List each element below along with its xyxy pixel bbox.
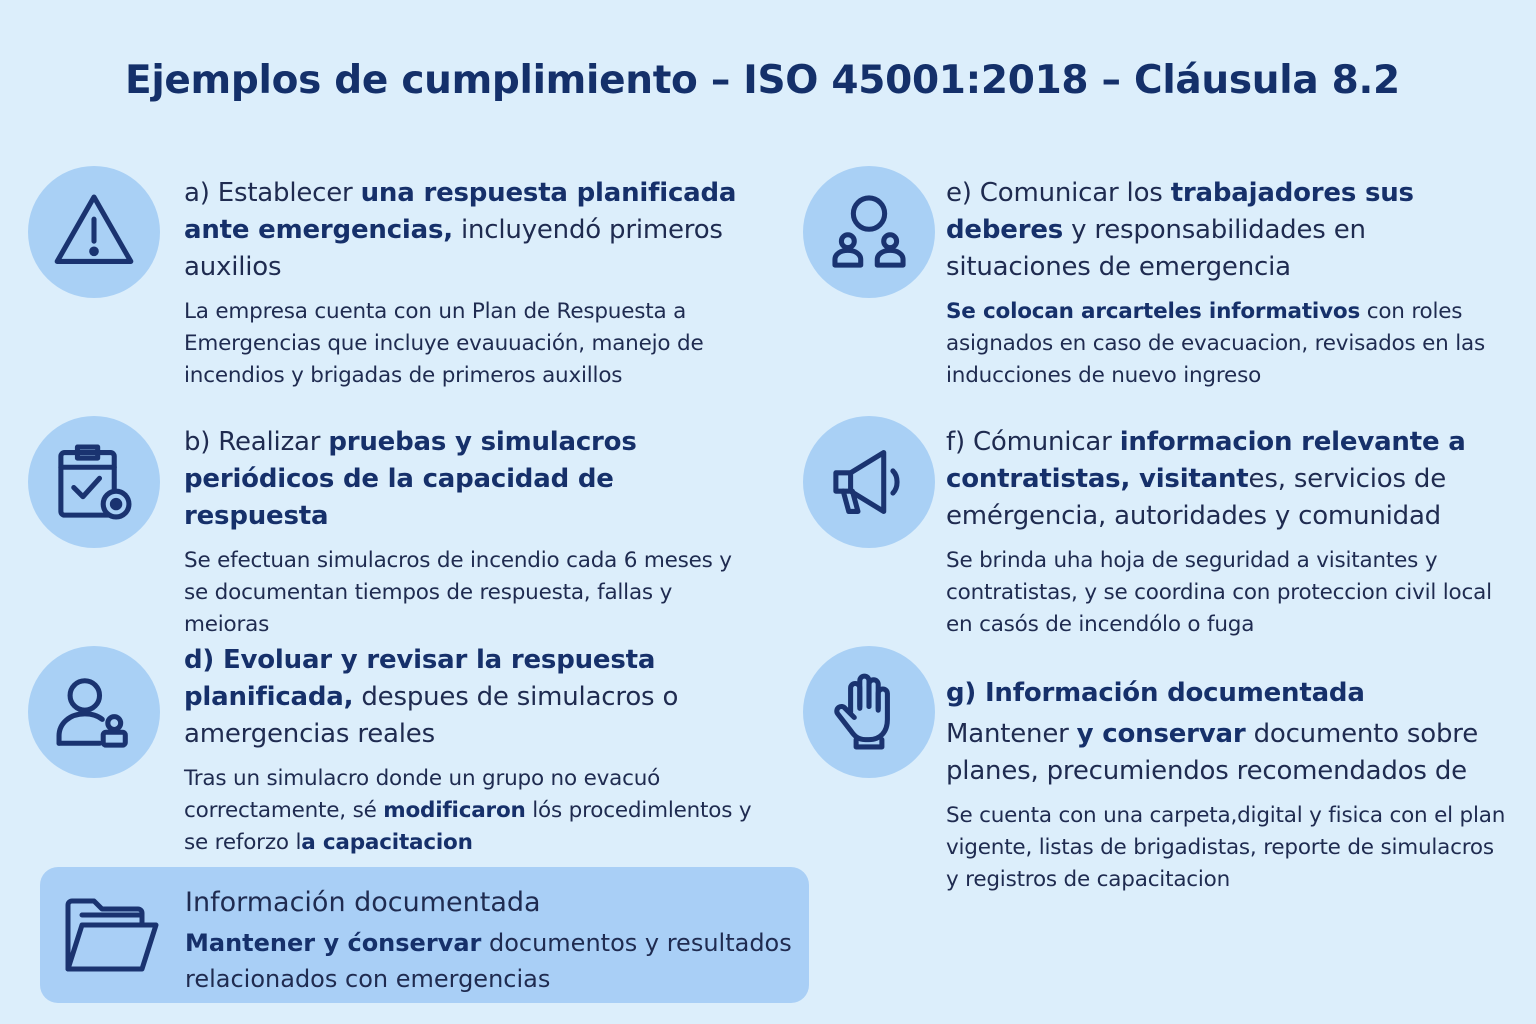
item-a-head-part3: incluyendó primeros auxilios — [184, 215, 723, 282]
item-b-heading — [184, 424, 754, 535]
megaphone-icon — [823, 436, 915, 528]
item-e-heading — [946, 175, 1506, 286]
item-d — [184, 642, 774, 859]
item-g-head-title: g) Información documentada — [946, 678, 1365, 708]
item-g-heading — [946, 675, 1506, 712]
warning-triangle-icon — [48, 186, 140, 278]
item-d-head-part2: despues de simulacros o amergencias reales — [184, 682, 679, 749]
item-a — [184, 175, 744, 392]
documented-info-box — [40, 867, 809, 1003]
item-a-head-part2: una respuesta planificada ante emergencias, — [184, 178, 737, 245]
item-a-head-part1: a) Establecer — [184, 178, 361, 208]
documented-info-text-part1: Mantener y ćonservar — [185, 929, 482, 957]
item-d-head-part1: d) Evoluar y revisar la respuesta planificada, — [184, 645, 656, 712]
item-g-description: Se cuenta con una carpeta,digital y fisica con el plan vigente, listas de brigadistas, reporte de simulacros y registros de capacitacion — [946, 803, 1506, 892]
item-d-desc-part1: Tras un simulacro donde un grupo no evacuó correctamente, sé — [184, 766, 661, 823]
item-g-sub-part1: Mantener — [946, 719, 1077, 749]
item-e-head-part2: trabajadores sus deberes — [946, 178, 1414, 245]
item-d-icon-circle — [28, 646, 160, 778]
documented-info-text — [185, 925, 795, 997]
page-title: Ejemplos de cumplimiento – ISO 45001:2018 – Cláusula 8.2 — [125, 58, 1400, 103]
item-d-desc-part4: a capacitacion — [301, 830, 473, 855]
item-a-description: La empresa cuenta con un Plan de Respuesta a Emergencias que incluye evauuación, manejo de incendios y brigadas de primeros auxillos — [184, 299, 704, 388]
item-f-heading — [946, 424, 1506, 535]
item-a-heading — [184, 175, 744, 286]
item-e-desc-part2: con roles asignados en caso de evacuacion, revisados en las inducciones de nuevo ingreso — [946, 299, 1485, 388]
people-group-icon — [823, 186, 915, 278]
documented-info-title: Información documentada — [185, 887, 541, 918]
item-b-head-part2: pruebas y simulacros periódicos de la capacidad de respuesta — [184, 427, 637, 531]
item-b — [184, 424, 754, 641]
item-e-description — [946, 296, 1506, 392]
clipboard-check-icon — [48, 436, 140, 528]
item-b-head-part1: b) Realizar — [184, 427, 329, 457]
item-f-icon-circle — [803, 416, 935, 548]
item-b-icon-circle — [28, 416, 160, 548]
item-f-head-part1: f) Cómunicar — [946, 427, 1120, 457]
item-e-icon-circle — [803, 166, 935, 298]
raised-hand-icon — [823, 666, 915, 758]
item-d-description — [184, 763, 774, 859]
item-g — [946, 675, 1506, 896]
folder-icon — [62, 891, 162, 977]
item-f-head-part3: es, servicios de emérgencia, autoridades y comunidad — [946, 464, 1446, 531]
item-g-sub-part3: documento sobre planes, precumiendos recomendados de — [946, 719, 1479, 786]
item-d-heading — [184, 642, 774, 753]
documented-info-text-part2: documentos y resultados relacionados con emergencias — [185, 929, 792, 993]
item-a-icon-circle — [28, 166, 160, 298]
item-g-sub-part2: y conservar — [1076, 719, 1246, 749]
item-e-head-part1: e) Comunicar los — [946, 178, 1171, 208]
user-badge-icon — [48, 666, 140, 758]
item-b-description: Se efectuan simulacros de incendio cada 6 meses y se documentan tiempos de respuesta, fallas y meioras — [184, 548, 732, 637]
item-f — [946, 424, 1506, 641]
item-e-head-part3: y responsabilidades en situaciones de emergencia — [946, 215, 1366, 282]
item-g-subheading — [946, 716, 1506, 790]
item-e-desc-part1: Se colocan arcarteles informativos — [946, 299, 1361, 324]
item-f-head-part2: informacion relevante a contratistas, visitant — [946, 427, 1466, 494]
item-d-desc-part3: lós procedimlentos y se reforzo l — [184, 798, 752, 855]
item-e — [946, 175, 1506, 392]
item-f-description: Se brinda uha hoja de seguridad a visitantes y contratistas, y se coordina con proteccion civil local en casós de incendólo o fuga — [946, 548, 1492, 637]
item-d-desc-part2: modificaron — [383, 798, 526, 823]
item-g-icon-circle — [803, 646, 935, 778]
